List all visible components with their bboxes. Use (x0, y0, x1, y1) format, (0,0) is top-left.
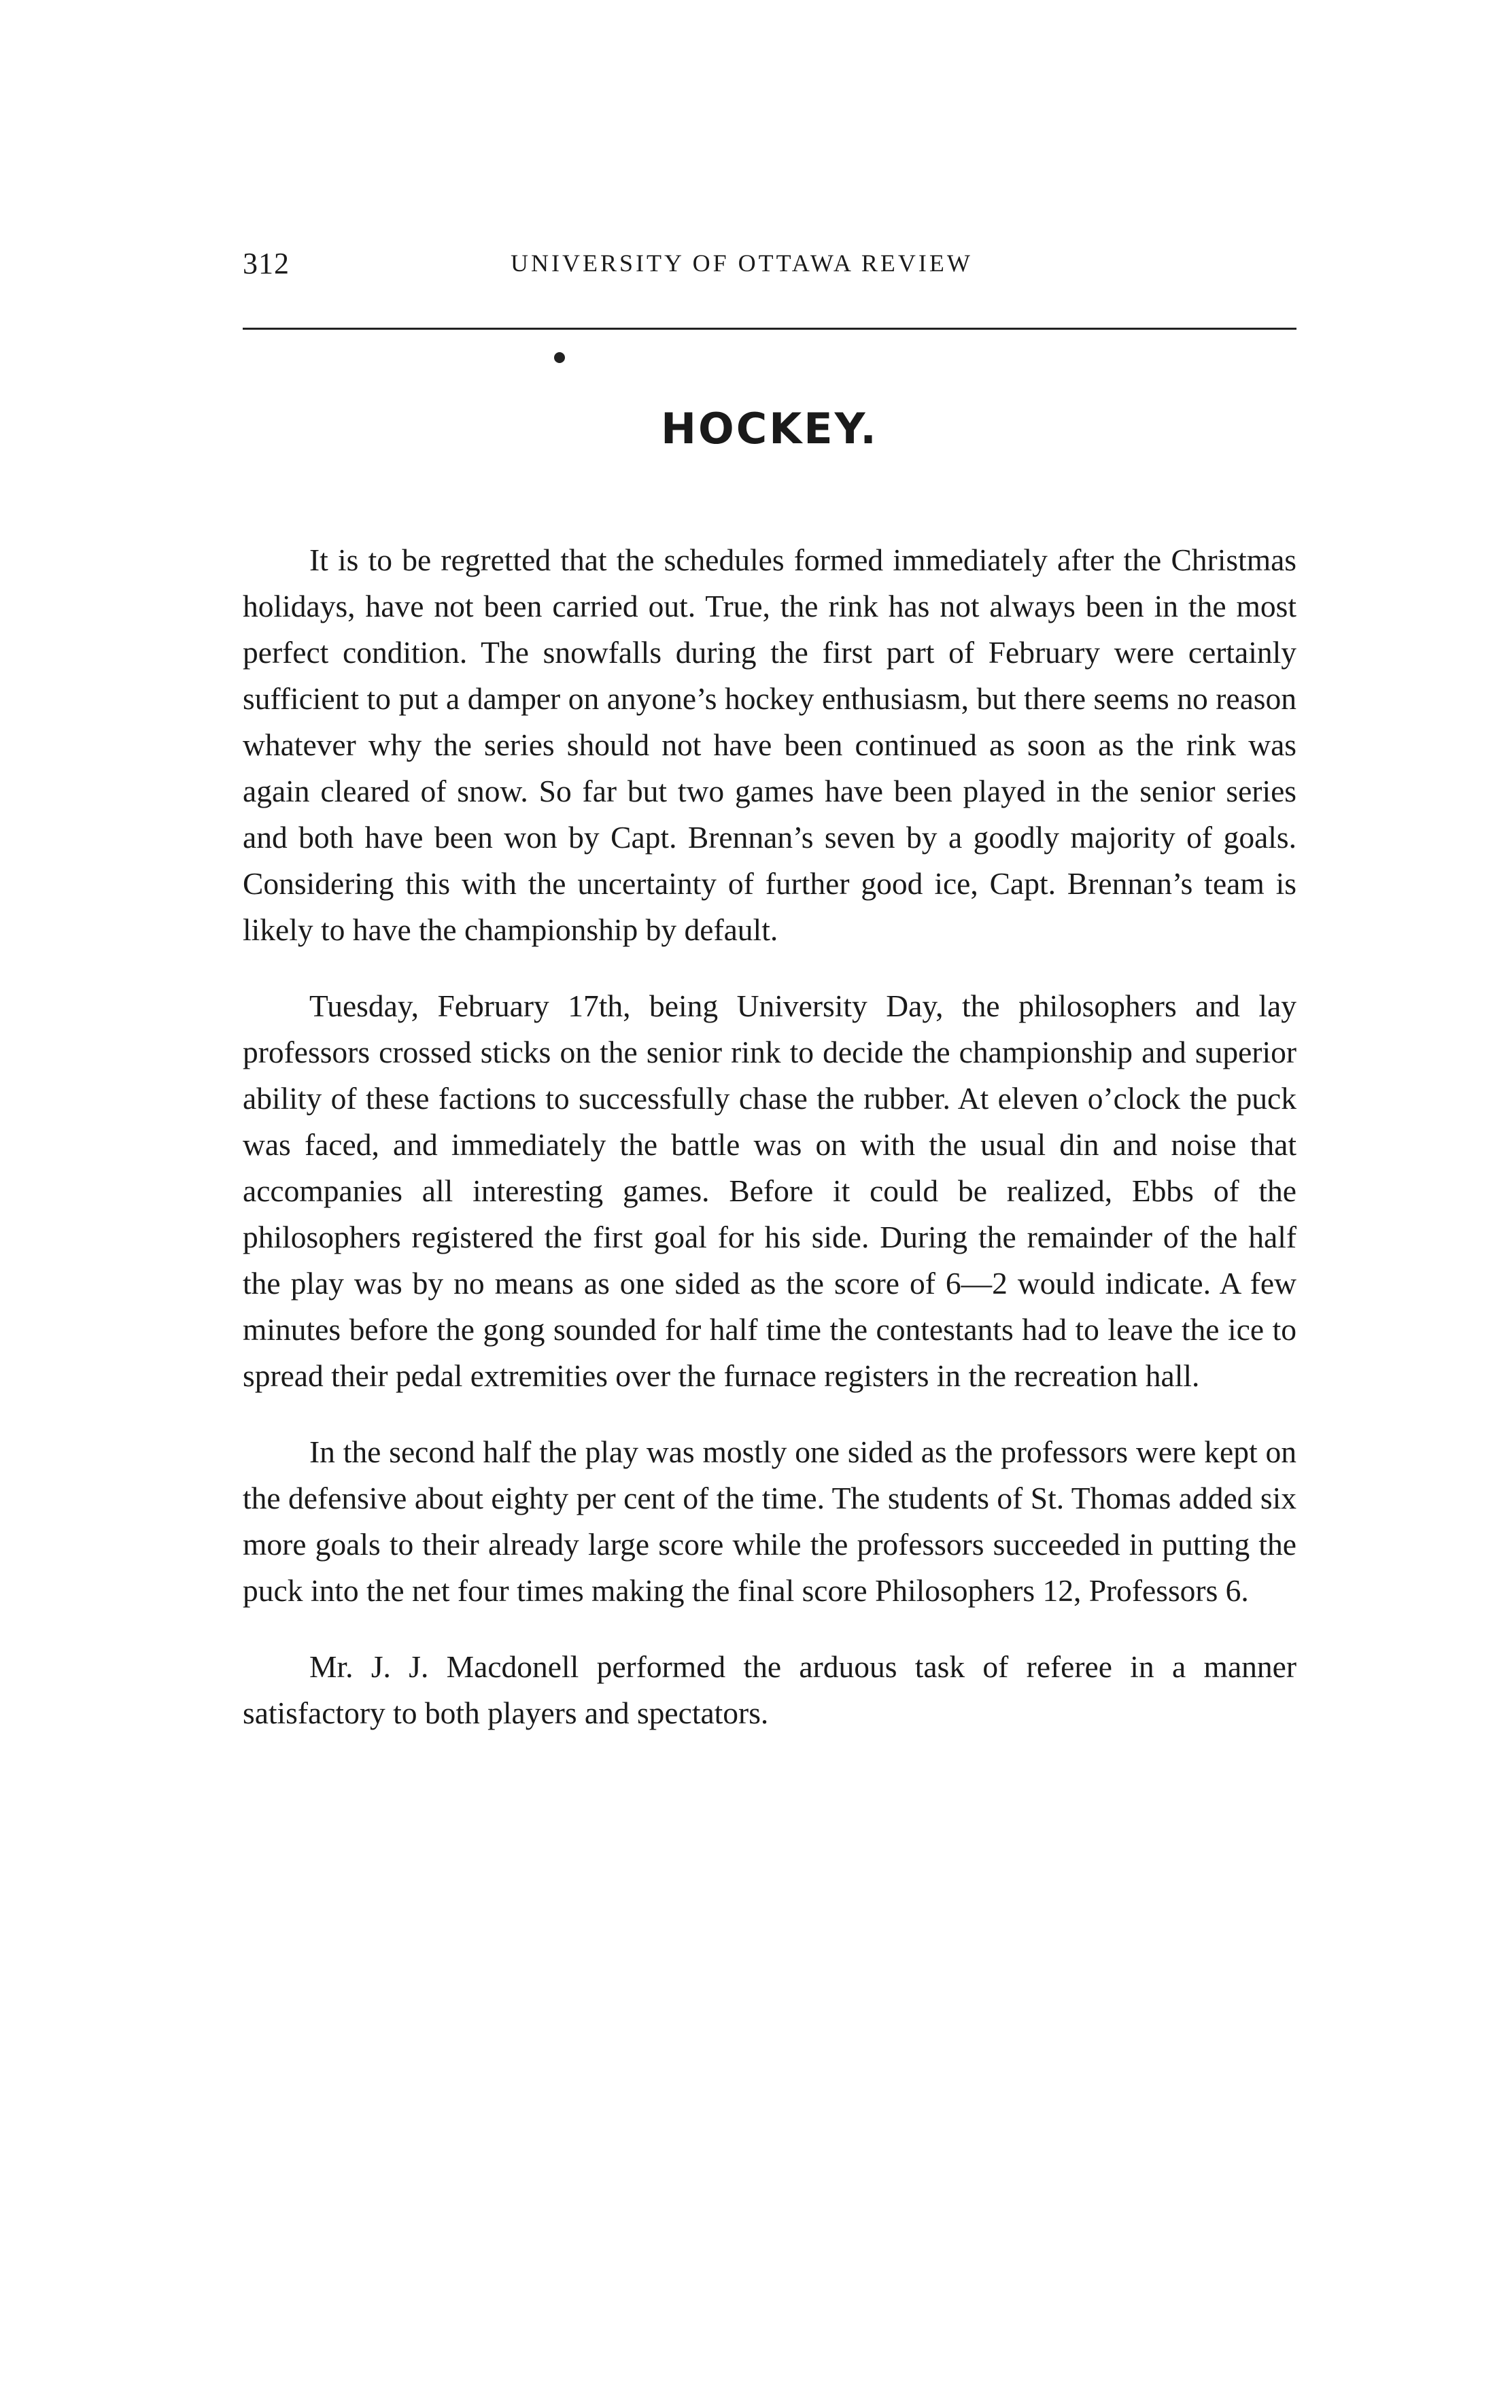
page-number: 312 (243, 247, 290, 280)
paragraph-4: Mr. J. J. Macdonell performed the arduous task of referee in a manner satisfactory to both players and spectators. (243, 1649, 1296, 1730)
ornament-dot (554, 352, 565, 363)
paragraph-3: In the second half the play was mostly one sided as the professors were kept on the defensive about eighty per cent of the time. The students of St. Thomas added six more goals to their already large score while the professors succeeded in putting the puck into the net four times making the final score Philosophers 12, Professors 6. (243, 1434, 1296, 1608)
journal-title: UNIVERSITY OF OTTAWA REVIEW (511, 250, 973, 277)
article-body (243, 537, 1296, 1766)
running-head (243, 246, 1296, 287)
header-rule (243, 328, 1296, 330)
article-title: HOCKEY. (661, 404, 878, 453)
paragraph-2: Tuesday, February 17th, being University Day, the philosophers and lay professors crossed sticks on the senior rink to decide the championship and superior ability of these factions to successfully chase the rubber. At eleven o’clock the puck was faced, and immediately the battle was on with the usual din and noise that accompanies all interesting games. Before it could be realized, Ebbs of the philosophers registered the first goal for his side. During the remainder of the half the play was by no means as one sided as the score of 6—2 would indicate. A few minutes before the gong sounded for half time the contestants had to leave the ice to spread their pedal extremities over the furnace registers in the recreation hall. (243, 988, 1296, 1393)
paragraph-1: It is to be regretted that the schedules formed immediately after the Christmas holidays, have not been carried out. True, the rink has not always been in the most perfect condition. The snowfalls during the first part of February were certainly sufficient to put a damper on anyone’s hockey enthusiasm, but there seems no reason whatever why the series should not have been continued as soon as the rink was again cleared of snow. So far but two games have been played in the senior series and both have been won by Capt. Brennan’s seven by a goodly majority of goals. Considering this with the uncertainty of further good ice, Capt. Brennan’s team is likely to have the championship by default. (243, 543, 1296, 947)
